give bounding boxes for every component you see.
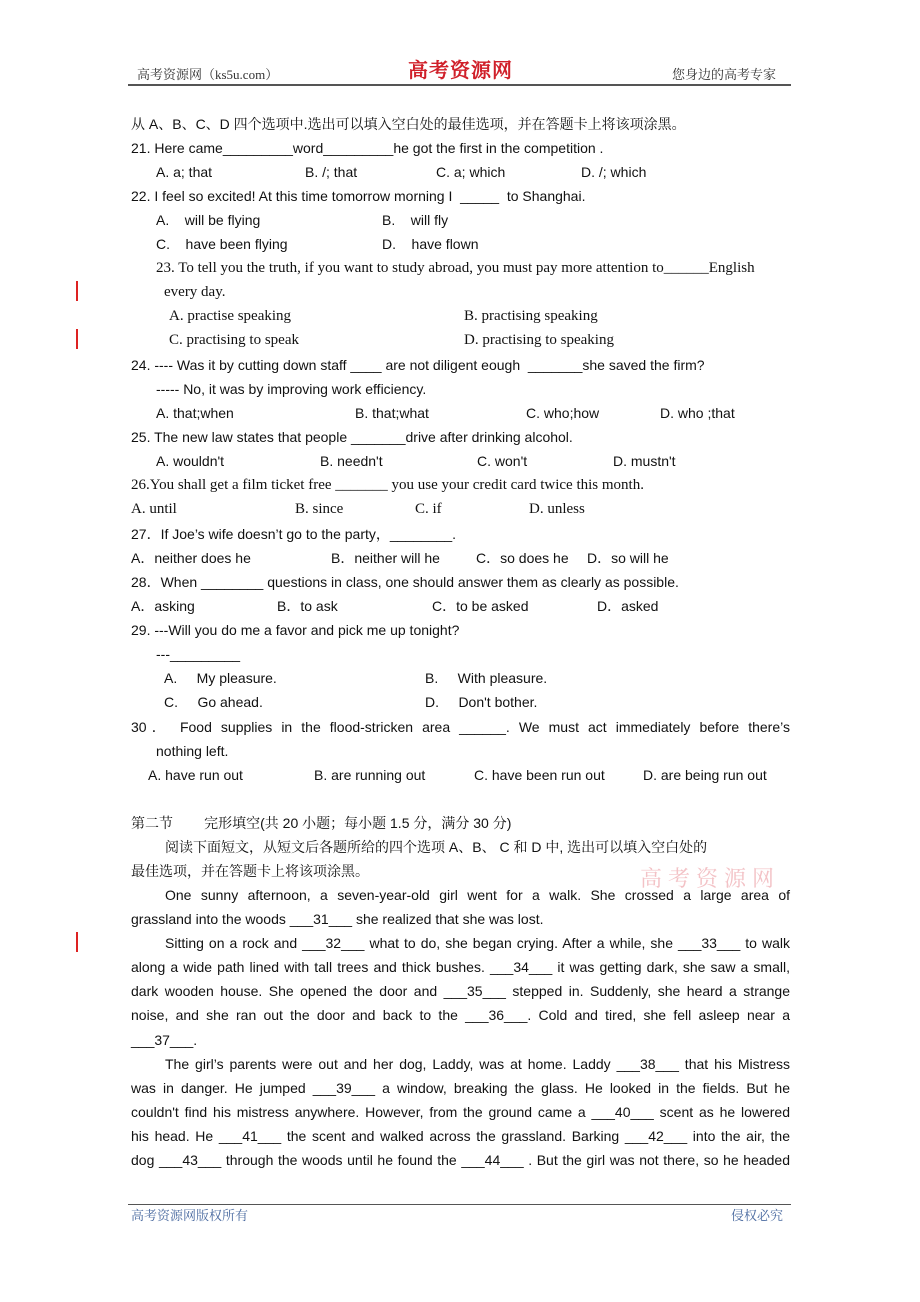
- passage-line: was in danger. He jumped ___39___ a window, breaking the glass. He looked in the fields. But he: [131, 1080, 790, 1096]
- q22-option-a: A. will be flying: [156, 212, 261, 228]
- q21-option-c: C. a; which: [436, 164, 506, 180]
- q23-option-b: B. practising speaking: [464, 308, 598, 324]
- q21-option-d: D. /; which: [581, 164, 647, 180]
- q25-option-d: D. mustn't: [613, 453, 676, 469]
- q28-option-a: A．asking: [131, 598, 195, 614]
- q28-option-c: C．to be asked: [432, 598, 529, 614]
- q26-option-a: A. until: [131, 501, 177, 517]
- header-slogan: 您身边的高考专家: [672, 67, 777, 82]
- q21-option-b: B. /; that: [305, 164, 358, 180]
- q23-stem-cont: every day.: [164, 284, 226, 300]
- q27-option-a: A．neither does he: [131, 550, 251, 566]
- q25-option-b: B. needn't: [320, 453, 383, 469]
- q29-option-b: B. With pleasure.: [425, 670, 548, 686]
- q25-stem: 25. The new law states that people _______drive after drinking alcohol.: [131, 429, 573, 445]
- revision-mark: [76, 329, 78, 349]
- q28-option-b: B．to ask: [277, 598, 338, 614]
- q22-option-b: B. will fly: [382, 212, 449, 228]
- q28-stem: 28．When ________ questions in class, one should answer them as clearly as possible.: [131, 574, 679, 590]
- header-logo: 高考资源网: [408, 58, 513, 82]
- passage-line: The girl’s parents were out and her dog, Laddy, was at home. Laddy ___38___ that his Mistress: [165, 1056, 790, 1072]
- q26-stem: 26.You shall get a film ticket free _______ you use your credit card twice this month.: [131, 477, 644, 493]
- q24-option-c: C. who;how: [526, 405, 600, 421]
- q29-option-c: C. Go ahead.: [164, 694, 263, 710]
- q23-option-d: D. practising to speaking: [464, 332, 614, 348]
- section-instruction: 阅读下面短文，从短文后各题所给的四个选项 A、B、 C 和 D 中, 选出可以填入空白处的: [165, 839, 708, 855]
- q30-option-b: B. are running out: [314, 767, 426, 783]
- header-rule: [128, 84, 791, 86]
- q21-option-a: A. a; that: [156, 164, 213, 180]
- q24-option-b: B. that;what: [355, 405, 429, 421]
- q22-stem: 22. I feel so excited! At this time tomorrow morning I _____ to Shanghai.: [131, 188, 586, 204]
- q29-stem: 29. ---Will you do me a favor and pick me up tonight?: [131, 622, 460, 638]
- q24-stem-cont: ----- No, it was by improving work efficiency.: [156, 381, 427, 397]
- q21-stem: 21. Here came_________word_________he got the first in the competition .: [131, 140, 604, 156]
- q30-option-a: A. have run out: [148, 767, 243, 783]
- footer-notice: 侵权必究: [731, 1208, 784, 1223]
- q22-option-c: C. have been flying: [156, 236, 288, 252]
- q24-option-a: A. that;when: [156, 405, 234, 421]
- instruction: 从 A、B、C、D 四个选项中.选出可以填入空白处的最佳选项，并在答题卡上将该项涂黑。: [131, 116, 686, 132]
- revision-mark: [76, 281, 78, 301]
- q29-option-d: D. Don't bother.: [425, 694, 538, 710]
- q30-option-d: D. are being run out: [643, 767, 767, 783]
- q23-option-a: A. practise speaking: [169, 308, 292, 324]
- passage-line: noise, and she ran out the door and back to the ___36___. Cold and tired, she fell asleep near a: [131, 1007, 790, 1023]
- q27-option-c: C．so does he: [476, 550, 569, 566]
- q26-option-d: D. unless: [529, 501, 585, 517]
- q25-option-c: C. won't: [477, 453, 528, 469]
- q27-stem: 27．If Joe’s wife doesn’t go to the party，________.: [131, 526, 457, 542]
- q24-option-d: D. who ;that: [660, 405, 735, 421]
- footer-rule: [128, 1204, 791, 1205]
- q27-option-b: B．neither will he: [331, 550, 440, 566]
- passage-line: his head. He ___41___ the scent and walked across the grassland. Barking ___42___ into the air, the: [131, 1128, 790, 1144]
- q29-option-a: A. My pleasure.: [164, 670, 277, 686]
- passage-line: grassland into the woods ___31___ she realized that she was lost.: [131, 911, 544, 927]
- watermark-logo: 高考资源网: [640, 867, 781, 892]
- header-site-name: 高考资源网（ks5u.com）: [137, 67, 279, 82]
- q30-stem: 30． Food supplies in the flood-stricken area ______. We must act immediately before there’s: [131, 719, 790, 735]
- passage-line: One sunny afternoon, a seven-year-old girl went for a walk. She crossed a large area of: [165, 887, 790, 903]
- q26-option-c: C. if: [415, 501, 442, 517]
- footer-copyright: 高考资源网版权所有: [131, 1208, 249, 1223]
- q27-option-d: D．so will he: [587, 550, 669, 566]
- q23-stem: 23. To tell you the truth, if you want to study abroad, you must pay more attention to______English: [156, 260, 755, 276]
- q30-option-c: C. have been run out: [474, 767, 605, 783]
- q24-stem: 24. ---- Was it by cutting down staff ____ are not diligent eough _______she saved the firm?: [131, 357, 705, 373]
- passage-line: couldn't find his mistress anywhere. However, from the ground came a ___40___ scent as he lowered: [131, 1104, 790, 1120]
- q28-option-d: D．asked: [597, 598, 659, 614]
- passage-line: dog ___43___ through the woods until he found the ___44___ . But the girl was not there, so he headed: [131, 1152, 790, 1168]
- passage-line: dark wooden house. She opened the door and ___35___ stepped in. Suddenly, she heard a strange: [131, 983, 790, 999]
- q26-option-b: B. since: [295, 501, 344, 517]
- passage-line: Sitting on a rock and ___32___ what to do, she began crying. After a while, she ___33___ to walk: [165, 935, 790, 951]
- revision-mark: [76, 932, 78, 952]
- section-title: 第二节 完形填空(共 20 小题；每小题 1.5 分，满分 30 分): [131, 815, 512, 831]
- q23-option-c: C. practising to speak: [169, 332, 299, 348]
- passage-line: ___37___.: [131, 1032, 198, 1048]
- passage-line: along a wide path lined with tall trees and thick bushes. ___34___ it was getting dark, she saw a small,: [131, 959, 790, 975]
- section-instruction-cont: 最佳选项，并在答题卡上将该项涂黑。: [131, 863, 369, 879]
- q30-stem-cont: nothing left.: [156, 743, 229, 759]
- q22-option-d: D. have flown: [382, 236, 479, 252]
- q29-stem-cont: ---_________: [156, 646, 241, 662]
- q25-option-a: A. wouldn't: [156, 453, 225, 469]
